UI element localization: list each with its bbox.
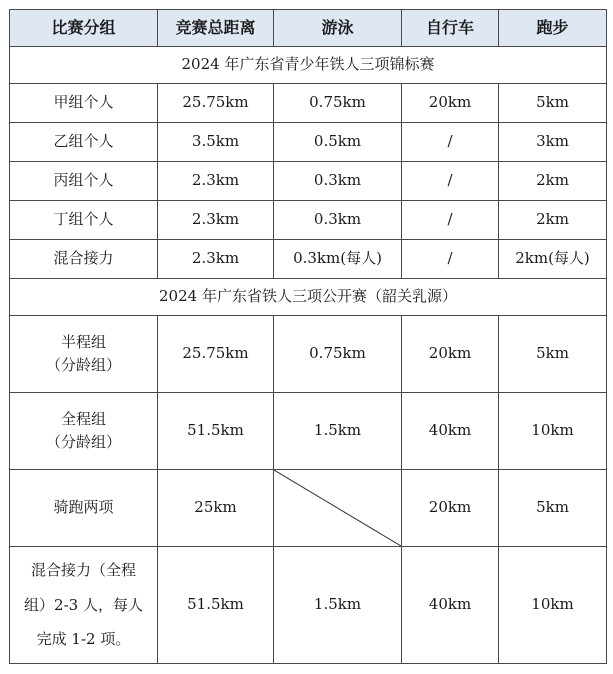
group-line: （分龄组） xyxy=(45,433,121,451)
cell-run: 3km xyxy=(499,123,607,162)
cell-bike: / xyxy=(402,240,499,279)
cell-bike: / xyxy=(402,201,499,240)
cell-group xyxy=(10,547,158,664)
cell-swim: 0.3km xyxy=(274,162,402,201)
section-row xyxy=(10,279,607,316)
cell-swim: 0.3km(每人) xyxy=(274,240,402,279)
cell-group: 混合接力 xyxy=(10,240,158,279)
table-row xyxy=(10,470,607,547)
group-line: （分龄组） xyxy=(45,356,121,374)
table-row xyxy=(10,201,607,240)
group-line: 半程组 xyxy=(60,332,106,351)
section2-title: 2024 年广东省铁人三项公开赛（韶关乳源） xyxy=(10,279,607,316)
cell-run: 10km xyxy=(499,547,607,664)
group-line: 全程组 xyxy=(60,409,106,428)
cell-bike: / xyxy=(402,162,499,201)
table-row xyxy=(10,123,607,162)
cell-bike: 20km xyxy=(402,84,499,123)
cell-bike: 20km xyxy=(402,470,499,547)
header-swim: 游泳 xyxy=(274,10,402,47)
cell-run: 2km xyxy=(499,162,607,201)
group-line: 混合接力（全程 xyxy=(30,561,136,580)
cell-swim: 0.75km xyxy=(274,84,402,123)
cell-total: 25.75km xyxy=(158,316,274,393)
cell-total: 2.3km xyxy=(158,201,274,240)
header-run: 跑步 xyxy=(499,10,607,47)
cell-total: 25km xyxy=(158,470,274,547)
cell-bike: 40km xyxy=(402,393,499,470)
cell-bike: 20km xyxy=(402,316,499,393)
group-line: 完成 1-2 项。 xyxy=(36,630,131,649)
diagonal-slash xyxy=(274,470,401,546)
group-line: 组）2-3 人，每人 xyxy=(24,595,143,614)
cell-run: 5km xyxy=(499,316,607,393)
cell-run: 10km xyxy=(499,393,607,470)
cell-run: 2km(每人) xyxy=(499,240,607,279)
cell-bike: / xyxy=(402,123,499,162)
cell-group: 乙组个人 xyxy=(10,123,158,162)
cell-swim: 1.5km xyxy=(274,547,402,664)
cell-group: 甲组个人 xyxy=(10,84,158,123)
table-row xyxy=(10,162,607,201)
cell-run: 5km xyxy=(499,84,607,123)
cell-total: 2.3km xyxy=(158,240,274,279)
cell-total: 2.3km xyxy=(158,162,274,201)
cell-total: 3.5km xyxy=(158,123,274,162)
cell-total: 51.5km xyxy=(158,547,274,664)
table-row xyxy=(10,393,607,470)
header-group: 比赛分组 xyxy=(10,10,158,47)
cell-swim: 0.75km xyxy=(274,316,402,393)
header-row xyxy=(10,10,607,47)
cell-group xyxy=(10,393,158,470)
table-row xyxy=(10,240,607,279)
table-row xyxy=(10,547,607,664)
cell-group: 丁组个人 xyxy=(10,201,158,240)
race-distance-table xyxy=(9,9,607,664)
table-row xyxy=(10,84,607,123)
cell-swim: 0.3km xyxy=(274,201,402,240)
cell-total: 25.75km xyxy=(158,84,274,123)
section-row xyxy=(10,47,607,84)
cell-bike: 40km xyxy=(402,547,499,664)
header-bike: 自行车 xyxy=(402,10,499,47)
cell-run: 2km xyxy=(499,201,607,240)
cell-run: 5km xyxy=(499,470,607,547)
cell-swim: 0.5km xyxy=(274,123,402,162)
table-row xyxy=(10,316,607,393)
cell-swim: 1.5km xyxy=(274,393,402,470)
cell-total: 51.5km xyxy=(158,393,274,470)
section1-title: 2024 年广东省青少年铁人三项锦标赛 xyxy=(10,47,607,84)
header-total-distance: 竞赛总距离 xyxy=(158,10,274,47)
cell-group xyxy=(10,316,158,393)
cell-group: 丙组个人 xyxy=(10,162,158,201)
cell-swim-not-applicable xyxy=(274,470,402,547)
cell-group: 骑跑两项 xyxy=(10,470,158,547)
